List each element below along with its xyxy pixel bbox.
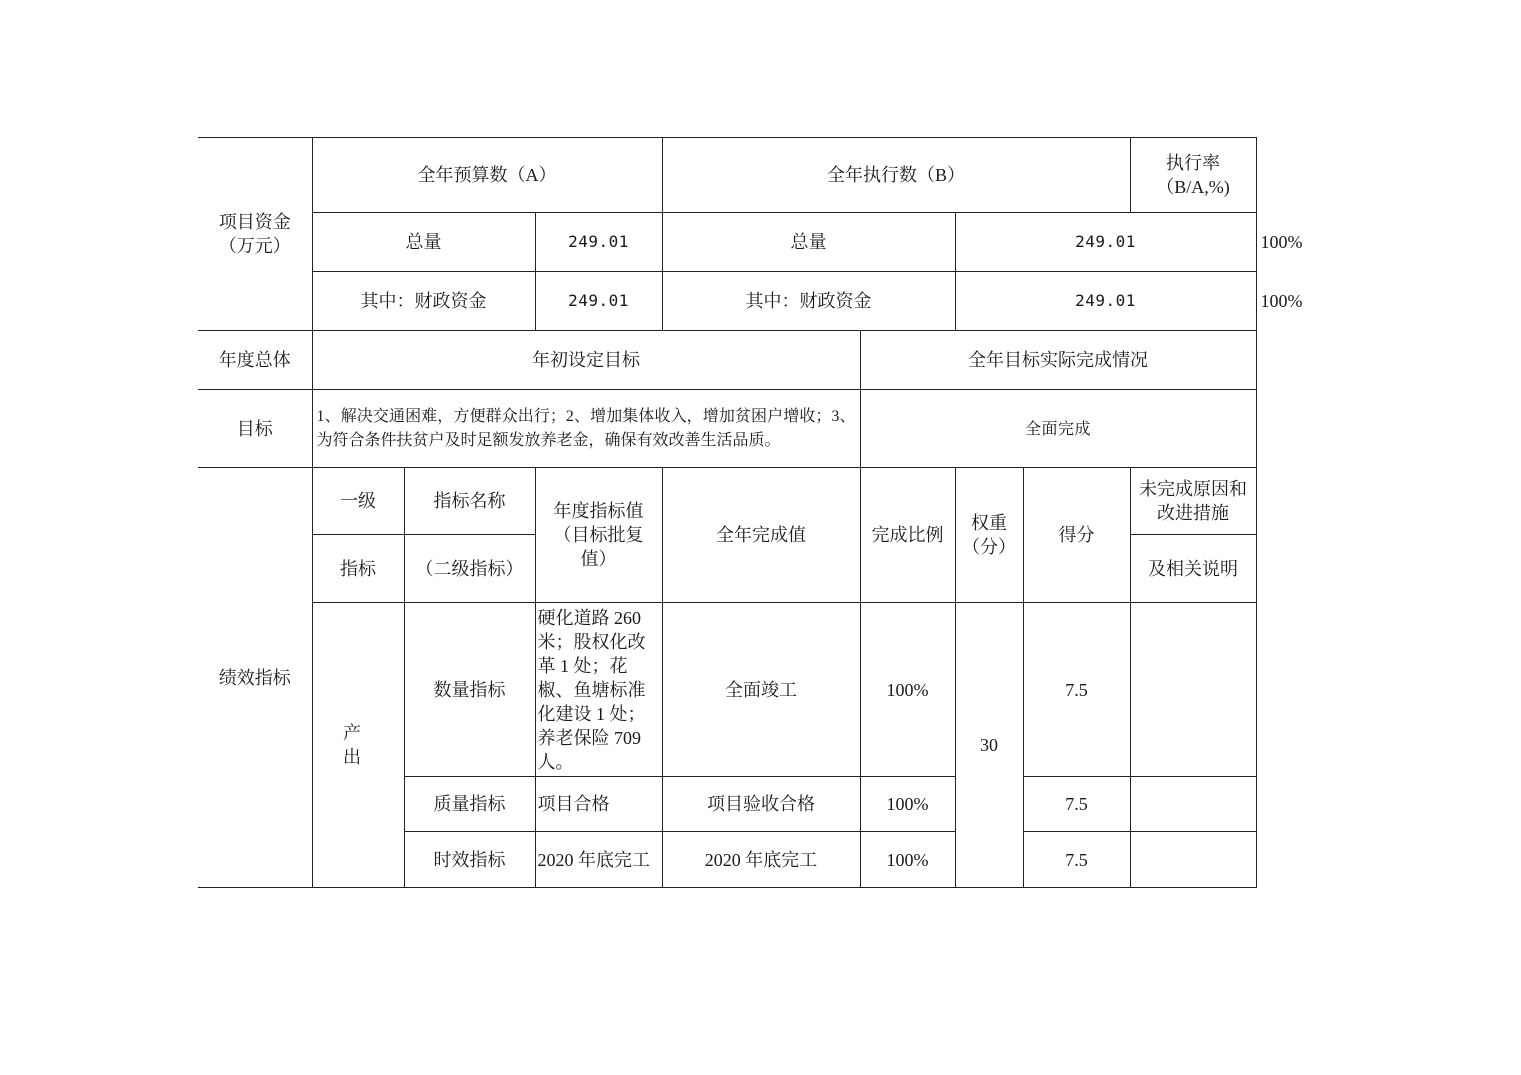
actual-goal-header: 全年目标实际完成情况 bbox=[860, 331, 1256, 390]
indicator-ratio: 100% bbox=[860, 603, 955, 777]
indicator-ratio: 100% bbox=[860, 777, 955, 832]
budget-fiscal-value: 249.01 bbox=[535, 272, 662, 331]
completed-header: 全年完成值 bbox=[662, 468, 860, 603]
initial-goal-header: 年初设定目标 bbox=[312, 331, 860, 390]
target-line: 米；股权化改 bbox=[537, 631, 646, 652]
indicator-name: 时效指标 bbox=[404, 832, 535, 888]
reason-header-bottom: 及相关说明 bbox=[1130, 535, 1256, 603]
indicator-reason bbox=[1130, 603, 1256, 777]
exec-fiscal-label: 其中：财政资金 bbox=[662, 272, 955, 331]
target-header-line2: （目标批复 bbox=[553, 525, 644, 545]
rate-header-line1: 执行率 bbox=[1166, 153, 1221, 173]
target-line: 革 1 处；花 bbox=[537, 655, 628, 676]
score-header: 得分 bbox=[1023, 468, 1130, 603]
funds-label-line1: 项目资金 bbox=[218, 212, 291, 232]
target-line: 椒、鱼塘标准 bbox=[537, 679, 646, 700]
target-header-line3: 值） bbox=[580, 549, 617, 569]
annual-label-bottom: 目标 bbox=[198, 390, 312, 468]
exec-total-value: 249.01 bbox=[955, 213, 1256, 272]
annual-label-top: 年度总体 bbox=[198, 331, 312, 390]
indicator-target: 项目合格 bbox=[535, 777, 662, 832]
performance-label: 绩效指标 bbox=[198, 468, 312, 888]
indicator-score: 7.5 bbox=[1023, 832, 1130, 888]
initial-goal-text: 1、解决交通困难，方便群众出行；2、增加集体收入，增加贫困户增收；3、为符合条件扶贫户及时足额发放养老金，确保有效改善生活品质。 bbox=[312, 390, 860, 468]
output-category-label: 产 出 bbox=[343, 723, 403, 767]
weight-header-line2: （分） bbox=[962, 537, 1017, 557]
indicator-completed: 项目验收合格 bbox=[662, 777, 860, 832]
target-header bbox=[535, 468, 662, 603]
target-header-line1: 年度指标值 bbox=[553, 501, 644, 521]
indicator-target bbox=[535, 603, 662, 777]
funds-label-line2: （万元） bbox=[218, 236, 291, 256]
name-header-bottom: （二级指标） bbox=[404, 535, 535, 603]
target-line: 化建设 1 处； bbox=[537, 703, 646, 724]
exec-fiscal-value: 249.01 bbox=[955, 272, 1256, 331]
actual-goal-text: 全面完成 bbox=[860, 390, 1256, 468]
budget-fiscal-label: 其中：财政资金 bbox=[312, 272, 535, 331]
output-weight: 30 bbox=[955, 603, 1023, 888]
indicator-completed: 全面竣工 bbox=[662, 603, 860, 777]
name-header-top: 指标名称 bbox=[404, 468, 535, 535]
rate-header bbox=[1130, 138, 1256, 213]
budget-total-value: 249.01 bbox=[535, 213, 662, 272]
weight-header-line1: 权重 bbox=[971, 513, 1008, 533]
reason-header-top bbox=[1130, 468, 1256, 535]
indicator-score: 7.5 bbox=[1023, 777, 1130, 832]
indicator-name: 数量指标 bbox=[404, 603, 535, 777]
indicator-ratio: 100% bbox=[860, 832, 955, 888]
performance-table: 项目资金 （万元） 全年预算数（A） 全年执行数（B） 执行率 （B/A,%) 总量 249.01 总量 249.01 100% 其中：财政资金 249.01 其中：财政资金 249.01 100% 年度总体 年初设定目标 全年目标实际完成情况 目标 1、解决交通困难，方便群众出行；2、增加集体收入，增加贫困户增收；3、为符合条件扶贫户及时足额发放养老金，确保有效改善生活品质。 全面完成 绩效指标 一级 指标名称 年度指标值 （目标批复 值） 全年完成值 完成比例 权重 （分） 得分 未完成原因和 改进措施 指标 （二级指标） 及相关说明 产 出 数量指标 硬化道路 260 米；股权化改 革 1 处；花 椒、鱼塘标准 化建设 1 处； 养老保险 709 人。 全面竣工 100% 30 7.5 质量指标 项目合格 项目验收合格 100% 7.5 时效指标 2020 年底完工 2020 年底完工 100% 7.5 bbox=[198, 137, 1257, 888]
exec-header: 全年执行数（B） bbox=[662, 138, 1130, 213]
indicator-target: 2020 年底完工 bbox=[535, 832, 662, 888]
ratio-header: 完成比例 bbox=[860, 468, 955, 603]
output-category bbox=[312, 603, 404, 888]
budget-header: 全年预算数（A） bbox=[312, 138, 662, 213]
indicator-score: 7.5 bbox=[1023, 603, 1130, 777]
budget-total-label: 总量 bbox=[312, 213, 535, 272]
indicator-completed: 2020 年底完工 bbox=[662, 832, 860, 888]
reason-header-line2: 改进措施 bbox=[1157, 503, 1230, 523]
indicator-reason bbox=[1130, 777, 1256, 832]
level1-header-top: 一级 bbox=[312, 468, 404, 535]
weight-header bbox=[955, 468, 1023, 603]
target-line: 养老保险 709 bbox=[537, 727, 641, 748]
target-line: 硬化道路 260 bbox=[537, 607, 641, 628]
indicator-reason bbox=[1130, 832, 1256, 888]
reason-header-line1: 未完成原因和 bbox=[1139, 479, 1248, 499]
exec-total-label: 总量 bbox=[662, 213, 955, 272]
level1-header-bottom: 指标 bbox=[312, 535, 404, 603]
indicator-name: 质量指标 bbox=[404, 777, 535, 832]
target-line: 人。 bbox=[537, 751, 574, 772]
rate-header-line2: （B/A,%) bbox=[1156, 177, 1230, 197]
funds-label bbox=[198, 138, 312, 331]
